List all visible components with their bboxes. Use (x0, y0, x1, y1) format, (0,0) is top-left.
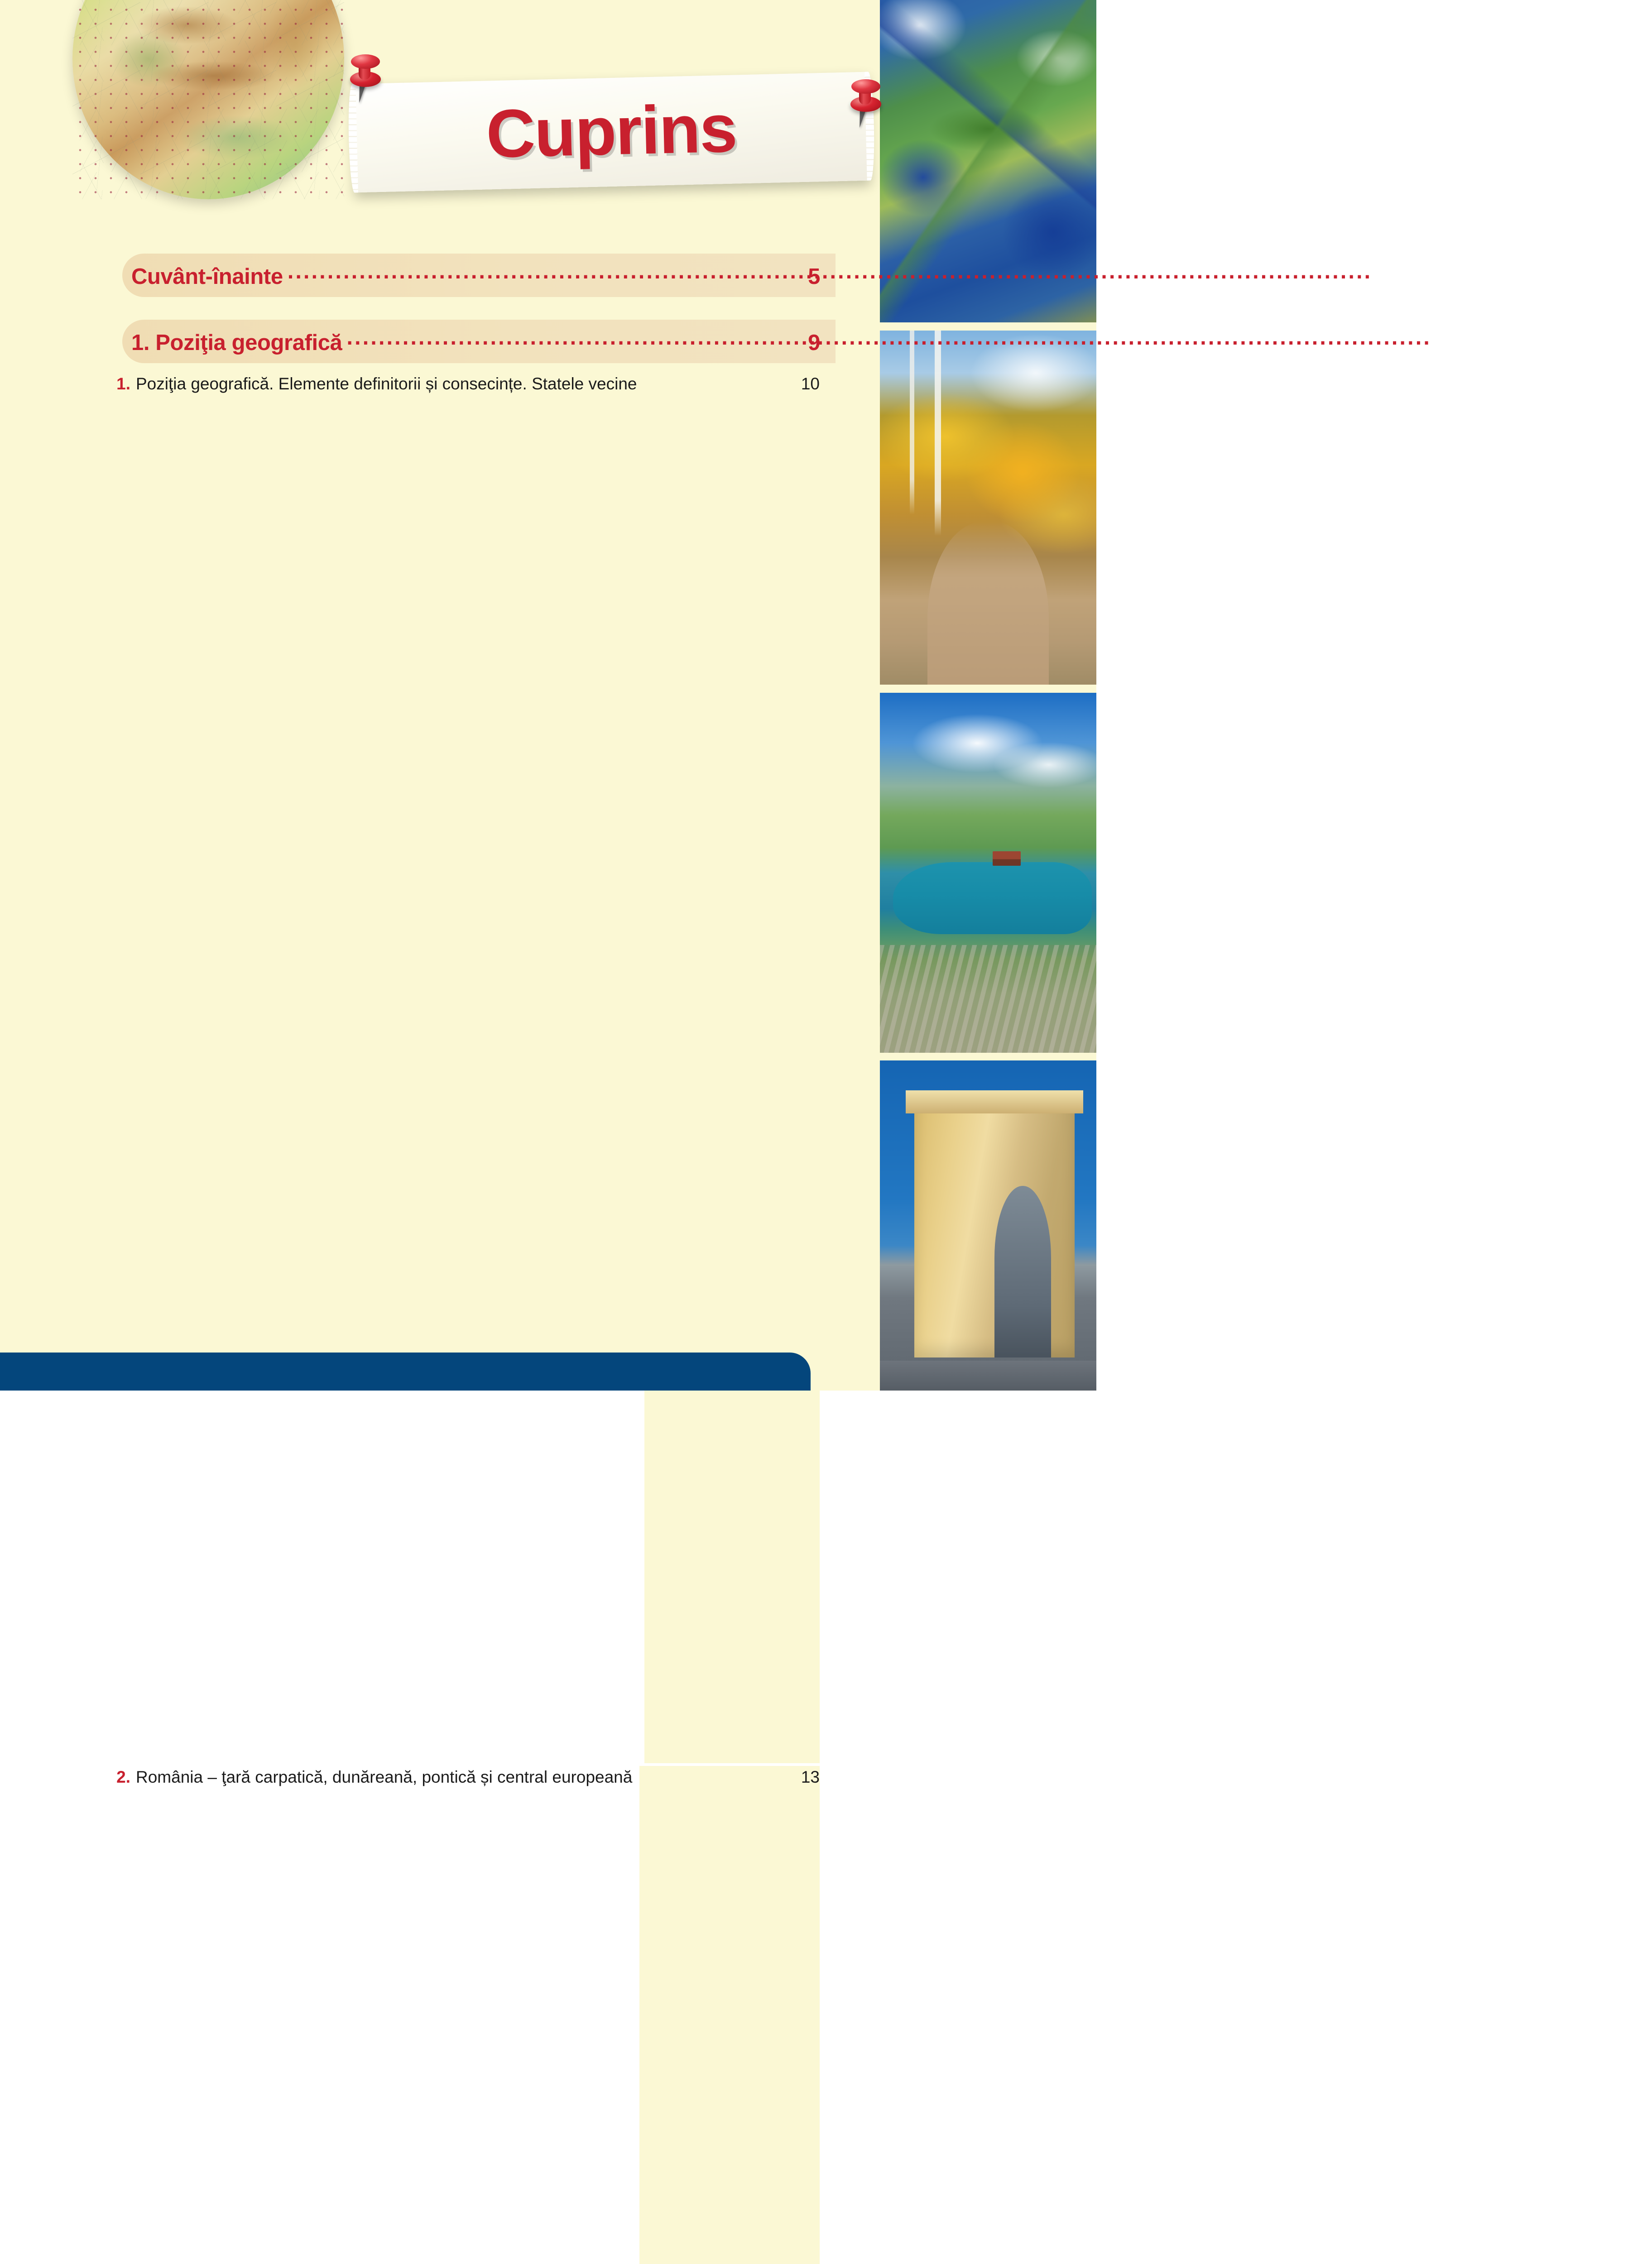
photo-triumphal-arch (880, 1060, 1096, 1391)
toc-band-foreword[interactable] (122, 254, 836, 297)
pin-head (351, 54, 380, 69)
leader-dots (346, 328, 785, 350)
lake-water-layer (893, 862, 1092, 934)
glacial-lake-image (880, 693, 1096, 1053)
pin-head (851, 79, 880, 94)
entry-title: România – ţară carpatică, dunăreană, pontică și central europeană (136, 1768, 633, 1786)
pushpin-right-icon (849, 79, 883, 128)
rock-foreground-layer (880, 945, 1096, 1053)
toc-entry[interactable] (95, 371, 820, 1765)
band-label: Cuvânt-înainte (131, 264, 283, 289)
arch-cornice (906, 1090, 1083, 1113)
band-page-number: 5 (808, 264, 820, 289)
mountain-chalet (993, 851, 1021, 866)
toc-band-chapter-1[interactable] (122, 320, 836, 363)
entry-number: 1. (116, 374, 130, 393)
entry-title: Poziţia geografică. Elemente definitorii și consecințe. Statele vecine (136, 374, 637, 393)
table-of-contents (0, 254, 851, 2264)
entry-page-number: 13 (639, 1766, 820, 2264)
photo-autumn-forest-trail (880, 331, 1096, 685)
road-foreground (880, 1361, 1096, 1391)
band-page-number: 9 (808, 330, 820, 355)
toc-entry[interactable] (95, 1765, 820, 2264)
title-banner (352, 72, 870, 193)
pushpin-left-icon (349, 54, 382, 103)
autumn-forest-image (880, 331, 1096, 685)
page-title: Cuprins (485, 90, 738, 172)
map-settlement-dots (72, 0, 344, 199)
entry-page-number: 10 (644, 373, 820, 1763)
photo-glacial-lake (880, 693, 1096, 1053)
toc-group-chapter-1 (95, 371, 820, 2264)
entry-number: 2. (116, 1768, 130, 1786)
arch-opening (994, 1186, 1051, 1357)
triumphal-arch-image (880, 1060, 1096, 1391)
leader-dots (288, 262, 785, 284)
relief-map-circle (72, 0, 344, 199)
bottom-decorative-bar (0, 1353, 811, 1391)
band-label: 1. Poziţia geografică (131, 330, 342, 355)
photo-strip (870, 0, 1096, 1391)
